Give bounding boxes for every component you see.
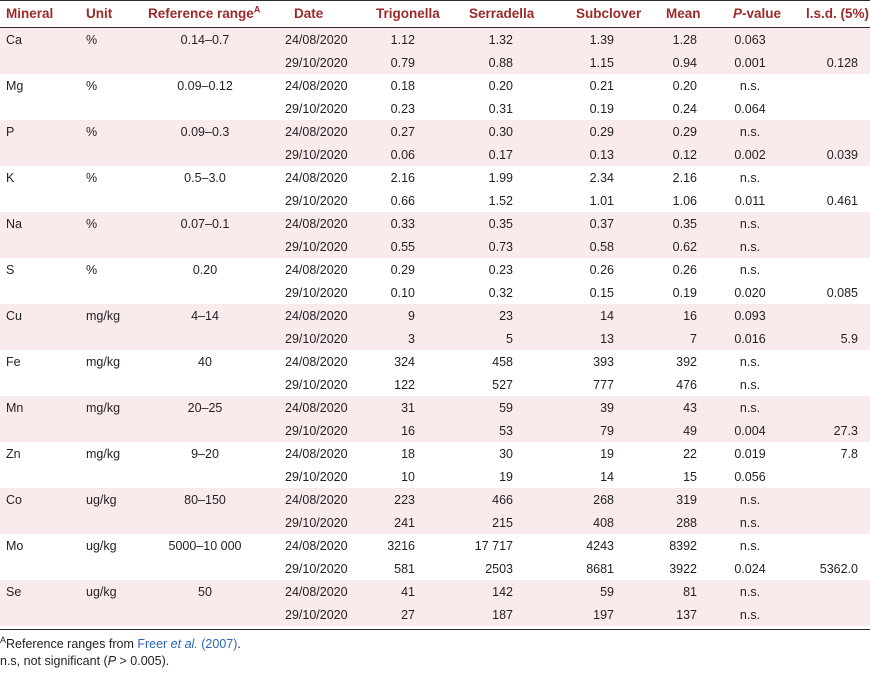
subclover-cell: 408 [593, 516, 614, 530]
reference-range-cell: 0.20 [192, 263, 218, 277]
serradella-cell: 466 [492, 493, 513, 507]
mean-cell: 0.12 [672, 148, 697, 162]
p-cell: 0.064 [734, 102, 766, 116]
date-cell: 24/08/2020 [285, 447, 348, 461]
footnote-a-text: Reference ranges from [6, 637, 138, 651]
table-row [0, 97, 870, 120]
serradella-cell: 59 [499, 401, 513, 415]
mineral-cell: Mo [6, 539, 24, 553]
mineral-group-mo [0, 534, 870, 580]
subclover-cell: 2.34 [589, 171, 614, 185]
mean-cell: 392 [676, 355, 697, 369]
serradella-cell: 0.23 [488, 263, 513, 277]
lsd-cell: 7.8 [840, 447, 858, 461]
unit-cell: % [86, 171, 98, 185]
reference-range-cell: 5000–10 000 [168, 539, 242, 553]
date-cell: 24/08/2020 [285, 539, 348, 553]
unit-cell: mg/kg [86, 447, 121, 461]
mineral-cell: Fe [6, 355, 21, 369]
table-row [0, 511, 870, 534]
footnotes [0, 634, 241, 671]
p-cell: n.s. [739, 608, 761, 622]
mineral-cell: Mn [6, 401, 24, 415]
p-cell: n.s. [739, 493, 761, 507]
subclover-cell: 79 [600, 424, 614, 438]
serradella-cell: 23 [499, 309, 513, 323]
p-cell: n.s. [739, 263, 761, 277]
subclover-cell: 0.13 [589, 148, 614, 162]
table-row [0, 488, 870, 511]
mean-cell: 1.06 [672, 194, 697, 208]
mineral-group-s [0, 258, 870, 304]
mean-cell: 0.94 [672, 56, 697, 70]
lsd-cell: 0.128 [826, 56, 858, 70]
p-cell: n.s. [739, 355, 761, 369]
date-cell: 29/10/2020 [285, 424, 348, 438]
lsd-cell: 0.039 [826, 148, 858, 162]
p-cell: 0.020 [734, 286, 766, 300]
subclover-cell: 1.39 [589, 33, 614, 47]
table-bottom-rule [0, 629, 870, 630]
trigonella-cell: 3 [408, 332, 415, 346]
reference-range-cell: 80–150 [184, 493, 226, 507]
reference-range-cell: 0.5–3.0 [184, 171, 226, 185]
mean-cell: 22 [683, 447, 697, 461]
subclover-cell: 0.26 [589, 263, 614, 277]
table-row [0, 235, 870, 258]
mineral-cell: Zn [6, 447, 21, 461]
serradella-cell: 0.17 [488, 148, 513, 162]
mean-cell: 0.62 [672, 240, 697, 254]
mean-cell: 3922 [669, 562, 697, 576]
serradella-cell: 5 [506, 332, 513, 346]
unit-cell: ug/kg [86, 585, 117, 599]
table-row [0, 534, 870, 557]
table-row [0, 51, 870, 74]
header-mineral: Mineral [6, 6, 54, 21]
date-cell: 29/10/2020 [285, 286, 348, 300]
trigonella-cell: 27 [401, 608, 415, 622]
reference-range-cell: 0.09–0.12 [177, 79, 233, 93]
trigonella-cell: 3216 [387, 539, 415, 553]
date-cell: 24/08/2020 [285, 125, 348, 139]
mean-cell: 7 [690, 332, 697, 346]
serradella-cell: 187 [492, 608, 513, 622]
serradella-cell: 0.30 [488, 125, 513, 139]
subclover-cell: 19 [600, 447, 614, 461]
lsd-cell: 0.085 [826, 286, 858, 300]
serradella-cell: 215 [492, 516, 513, 530]
footnote-ns-text-1: n.s, not significant ( [0, 654, 108, 668]
trigonella-cell: 324 [394, 355, 415, 369]
subclover-cell: 0.21 [589, 79, 614, 93]
lsd-cell: 5362.0 [819, 562, 858, 576]
mean-cell: 8392 [669, 539, 697, 553]
date-cell: 29/10/2020 [285, 378, 348, 392]
trigonella-cell: 0.06 [390, 148, 415, 162]
trigonella-cell: 9 [408, 309, 415, 323]
subclover-cell: 0.37 [589, 217, 614, 231]
table-row [0, 419, 870, 442]
header-subclover: Subclover [576, 6, 642, 21]
table-row [0, 28, 870, 51]
p-cell: n.s. [739, 171, 761, 185]
subclover-cell: 59 [600, 585, 614, 599]
header-p-value [733, 6, 781, 21]
date-cell: 29/10/2020 [285, 608, 348, 622]
unit-cell: mg/kg [86, 309, 121, 323]
trigonella-cell: 581 [394, 562, 415, 576]
unit-cell: mg/kg [86, 355, 121, 369]
subclover-cell: 1.01 [589, 194, 614, 208]
table-row [0, 258, 870, 281]
subclover-cell: 8681 [586, 562, 614, 576]
mean-cell: 0.26 [672, 263, 697, 277]
mineral-cell: Se [6, 585, 22, 599]
date-cell: 24/08/2020 [285, 217, 348, 231]
header-p-rest: -value [742, 6, 782, 21]
mean-cell: 15 [683, 470, 697, 484]
table-row [0, 396, 870, 419]
mineral-group-fe [0, 350, 870, 396]
date-cell: 29/10/2020 [285, 148, 348, 162]
mineral-cell: S [6, 263, 15, 277]
mineral-cell: Ca [6, 33, 22, 47]
unit-cell: ug/kg [86, 493, 117, 507]
subclover-cell: 14 [600, 470, 614, 484]
mean-cell: 319 [676, 493, 697, 507]
table-row [0, 166, 870, 189]
date-cell: 24/08/2020 [285, 493, 348, 507]
citation-author: Freer [137, 637, 171, 651]
mineral-group-zn [0, 442, 870, 488]
table-row [0, 373, 870, 396]
p-cell: 0.011 [734, 194, 766, 208]
date-cell: 29/10/2020 [285, 470, 348, 484]
footnote-a-end: . [237, 637, 241, 651]
table-row [0, 212, 870, 235]
subclover-cell: 0.15 [589, 286, 614, 300]
reference-range-cell: 0.07–0.1 [180, 217, 230, 231]
subclover-cell: 1.15 [589, 56, 614, 70]
footnote-ns [0, 654, 241, 671]
table-row [0, 580, 870, 603]
citation-etal: et al. [170, 637, 198, 651]
p-cell: n.s. [739, 240, 761, 254]
trigonella-cell: 0.27 [390, 125, 415, 139]
p-cell: 0.019 [734, 447, 766, 461]
mean-cell: 43 [683, 401, 697, 415]
subclover-cell: 777 [593, 378, 614, 392]
reference-range-cell: 40 [198, 355, 212, 369]
mean-cell: 0.20 [672, 79, 697, 93]
date-cell: 29/10/2020 [285, 56, 348, 70]
trigonella-cell: 1.12 [390, 33, 415, 47]
serradella-cell: 17 717 [474, 539, 513, 553]
date-cell: 29/10/2020 [285, 194, 348, 208]
date-cell: 24/08/2020 [285, 79, 348, 93]
mineral-cell: Na [6, 217, 22, 231]
reference-range-cell: 20–25 [187, 401, 223, 415]
table-row [0, 189, 870, 212]
header-reference-range-label: Reference range [148, 6, 254, 21]
serradella-cell: 1.99 [488, 171, 513, 185]
serradella-cell: 30 [499, 447, 513, 461]
mineral-group-k [0, 166, 870, 212]
header-date: Date [294, 6, 324, 21]
footnote-a-marker: A [0, 634, 7, 645]
header-lsd: l.s.d. (5%) [806, 6, 870, 21]
subclover-cell: 14 [600, 309, 614, 323]
mean-cell: 0.24 [672, 102, 697, 116]
trigonella-cell: 241 [394, 516, 415, 530]
date-cell: 24/08/2020 [285, 33, 348, 47]
serradella-cell: 53 [499, 424, 513, 438]
trigonella-cell: 16 [401, 424, 415, 438]
p-cell: n.s. [739, 378, 761, 392]
mineral-group-co [0, 488, 870, 534]
footnote-ns-text-2: > 0.005). [116, 654, 170, 668]
p-cell: 0.016 [734, 332, 766, 346]
p-cell: n.s. [739, 401, 761, 415]
trigonella-cell: 0.18 [390, 79, 415, 93]
mean-cell: 137 [676, 608, 697, 622]
trigonella-cell: 0.33 [390, 217, 415, 231]
p-cell: 0.063 [734, 33, 766, 47]
header-mean: Mean [666, 6, 701, 21]
table-row [0, 281, 870, 304]
mineral-group-na [0, 212, 870, 258]
p-cell: 0.056 [734, 470, 766, 484]
p-cell: 0.002 [734, 148, 766, 162]
header-unit: Unit [86, 6, 113, 21]
unit-cell: ug/kg [86, 539, 117, 553]
trigonella-cell: 41 [401, 585, 415, 599]
header-trigonella: Trigonella [376, 6, 440, 21]
mean-cell: 2.16 [672, 171, 697, 185]
reference-range-cell: 0.14–0.7 [180, 33, 230, 47]
table-row [0, 327, 870, 350]
mineral-group-p [0, 120, 870, 166]
trigonella-cell: 31 [401, 401, 415, 415]
table-body [0, 28, 870, 626]
serradella-cell: 2503 [485, 562, 513, 576]
trigonella-cell: 0.10 [390, 286, 415, 300]
date-cell: 24/08/2020 [285, 401, 348, 415]
serradella-cell: 0.20 [488, 79, 513, 93]
table-row [0, 120, 870, 143]
mean-cell: 288 [676, 516, 697, 530]
subclover-cell: 197 [593, 608, 614, 622]
table-row [0, 74, 870, 97]
date-cell: 24/08/2020 [285, 585, 348, 599]
serradella-cell: 0.73 [488, 240, 513, 254]
mean-cell: 476 [676, 378, 697, 392]
footnote-ns-p: P [107, 654, 117, 668]
mineral-group-mg [0, 74, 870, 120]
mean-cell: 0.29 [672, 125, 697, 139]
mean-cell: 0.19 [672, 286, 697, 300]
serradella-cell: 1.32 [488, 33, 513, 47]
date-cell: 29/10/2020 [285, 516, 348, 530]
p-cell: n.s. [739, 79, 761, 93]
mineral-cell: Cu [6, 309, 22, 323]
table-row [0, 350, 870, 373]
p-cell: 0.024 [734, 562, 766, 576]
p-cell: n.s. [739, 585, 761, 599]
mineral-group-mn [0, 396, 870, 442]
mean-cell: 81 [683, 585, 697, 599]
trigonella-cell: 2.16 [390, 171, 415, 185]
subclover-cell: 268 [593, 493, 614, 507]
header-reference-range [148, 6, 260, 21]
reference-range-cell: 9–20 [191, 447, 219, 461]
subclover-cell: 13 [600, 332, 614, 346]
date-cell: 29/10/2020 [285, 562, 348, 576]
table-row [0, 143, 870, 166]
subclover-cell: 393 [593, 355, 614, 369]
date-cell: 24/08/2020 [285, 171, 348, 185]
trigonella-cell: 122 [394, 378, 415, 392]
unit-cell: mg/kg [86, 401, 121, 415]
serradella-cell: 0.88 [488, 56, 513, 70]
table-header-row [0, 0, 870, 28]
date-cell: 24/08/2020 [285, 263, 348, 277]
table-row [0, 304, 870, 327]
serradella-cell: 0.32 [488, 286, 513, 300]
reference-range-cell: 4–14 [191, 309, 219, 323]
serradella-cell: 142 [492, 585, 513, 599]
p-cell: 0.004 [734, 424, 766, 438]
footnote-citation-link[interactable] [137, 637, 237, 651]
table-row [0, 465, 870, 488]
serradella-cell: 0.31 [488, 102, 513, 116]
mean-cell: 1.28 [672, 33, 697, 47]
p-cell: n.s. [739, 516, 761, 530]
subclover-cell: 0.29 [589, 125, 614, 139]
serradella-cell: 0.35 [488, 217, 513, 231]
reference-range-cell: 50 [198, 585, 212, 599]
lsd-cell: 27.3 [833, 424, 858, 438]
unit-cell: % [86, 79, 98, 93]
header-p-italic: P [733, 6, 743, 21]
table-row [0, 442, 870, 465]
serradella-cell: 458 [492, 355, 513, 369]
mineral-cell: P [6, 125, 15, 139]
lsd-cell: 0.461 [826, 194, 858, 208]
subclover-cell: 39 [600, 401, 614, 415]
subclover-cell: 0.19 [589, 102, 614, 116]
trigonella-cell: 223 [394, 493, 415, 507]
date-cell: 29/10/2020 [285, 332, 348, 346]
mean-cell: 16 [683, 309, 697, 323]
trigonella-cell: 18 [401, 447, 415, 461]
subclover-cell: 0.58 [589, 240, 614, 254]
trigonella-cell: 0.55 [390, 240, 415, 254]
serradella-cell: 527 [492, 378, 513, 392]
citation-year: (2007) [197, 637, 238, 651]
mineral-cell: Co [6, 493, 22, 507]
trigonella-cell: 0.29 [390, 263, 415, 277]
mineral-cell: Mg [6, 79, 24, 93]
unit-cell: % [86, 125, 98, 139]
table-row [0, 603, 870, 626]
trigonella-cell: 0.79 [390, 56, 415, 70]
p-cell: n.s. [739, 217, 761, 231]
p-cell: n.s. [739, 539, 761, 553]
p-cell: 0.001 [734, 56, 766, 70]
header-reference-range-sup: A [253, 4, 261, 15]
p-cell: n.s. [739, 125, 761, 139]
p-cell: 0.093 [734, 309, 766, 323]
table-row [0, 557, 870, 580]
trigonella-cell: 0.66 [390, 194, 415, 208]
date-cell: 29/10/2020 [285, 102, 348, 116]
trigonella-cell: 0.23 [390, 102, 415, 116]
serradella-cell: 1.52 [488, 194, 513, 208]
serradella-cell: 19 [499, 470, 513, 484]
mineral-group-se [0, 580, 870, 626]
lsd-cell: 5.9 [840, 332, 858, 346]
trigonella-cell: 10 [401, 470, 415, 484]
mineral-group-ca [0, 28, 870, 74]
date-cell: 24/08/2020 [285, 309, 348, 323]
mineral-group-cu [0, 304, 870, 350]
subclover-cell: 4243 [586, 539, 614, 553]
date-cell: 29/10/2020 [285, 240, 348, 254]
mean-cell: 0.35 [672, 217, 697, 231]
mean-cell: 49 [683, 424, 697, 438]
footnote-reference [0, 634, 241, 654]
header-serradella: Serradella [469, 6, 535, 21]
unit-cell: % [86, 217, 98, 231]
mineral-cell: K [6, 171, 15, 185]
unit-cell: % [86, 33, 98, 47]
unit-cell: % [86, 263, 98, 277]
date-cell: 24/08/2020 [285, 355, 348, 369]
reference-range-cell: 0.09–0.3 [180, 125, 230, 139]
